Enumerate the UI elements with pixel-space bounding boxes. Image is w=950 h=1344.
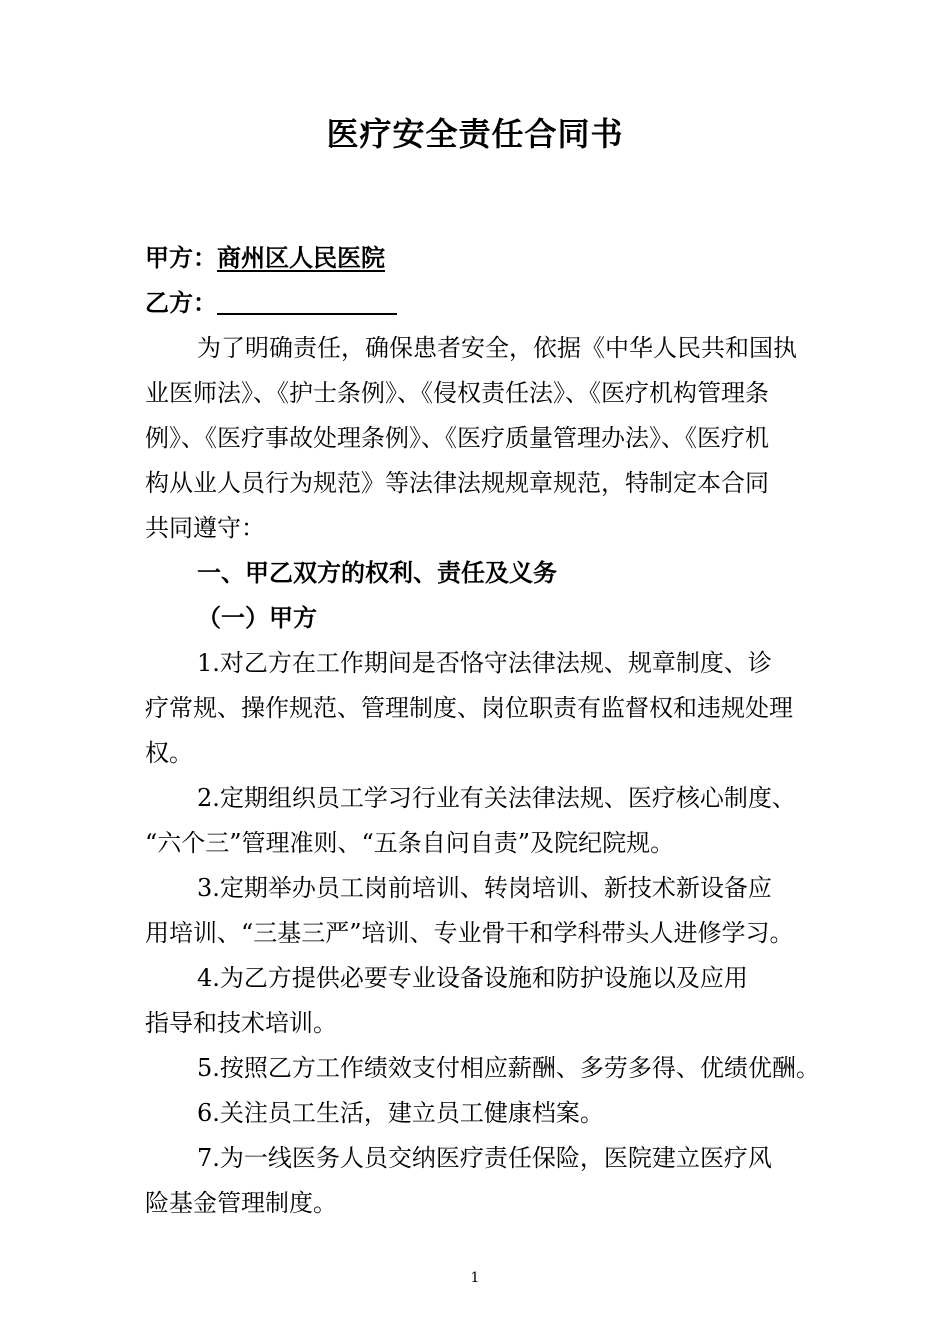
intro-line: 业医师法》、《护士条例》、《侵权责任法》、《医疗机构管理条 bbox=[145, 379, 769, 407]
list-item: 4.为乙方提供必要专业设备设施和防护设施以及应用 bbox=[197, 964, 748, 992]
intro-line: 共同遵守： bbox=[145, 514, 265, 542]
intro-line: 构从业人员行为规范》等法律法规规章规范，特制定本合同 bbox=[145, 469, 769, 497]
list-item: “六个三”管理准则、“五条自问自责”及院纪院规。 bbox=[145, 829, 675, 857]
subsection-heading: （一）甲方 bbox=[197, 603, 317, 632]
list-item: 3.定期举办员工岗前培训、转岗培训、新技术新设备应 bbox=[197, 874, 772, 902]
intro-line: 例》、《医疗事故处理条例》、《医疗质量管理办法》、《医疗机 bbox=[145, 424, 769, 452]
section-heading: 一、甲乙双方的权利、责任及义务 bbox=[197, 558, 557, 587]
party-b-label: 乙方： bbox=[145, 288, 217, 317]
list-item: 用培训、“三基三严”培训、专业骨干和学科带头人进修学习。 bbox=[145, 919, 794, 947]
party-b-line bbox=[145, 283, 397, 323]
list-item: 1.对乙方在工作期间是否恪守法律法规、规章制度、诊 bbox=[197, 649, 772, 677]
party-a-line bbox=[145, 238, 385, 278]
intro-line: 为了明确责任，确保患者安全，依据《中华人民共和国执 bbox=[197, 334, 797, 362]
list-item: 7.为一线医务人员交纳医疗责任保险，医院建立医疗风 bbox=[197, 1144, 772, 1172]
page-number: 1 bbox=[470, 1270, 480, 1286]
list-item: 疗常规、操作规范、管理制度、岗位职责有监督权和违规处理 bbox=[145, 694, 793, 722]
list-item: 2.定期组织员工学习行业有关法律法规、医疗核心制度、 bbox=[197, 784, 796, 812]
party-a-label: 甲方： bbox=[145, 243, 217, 272]
list-item: 险基金管理制度。 bbox=[145, 1189, 337, 1217]
list-item: 指导和技术培训。 bbox=[145, 1009, 337, 1037]
list-item: 6.关注员工生活，建立员工健康档案。 bbox=[197, 1099, 604, 1127]
party-b-blank bbox=[217, 287, 397, 315]
document-title: 医疗安全责任合同书 bbox=[326, 115, 624, 153]
list-item: 权。 bbox=[145, 739, 193, 767]
party-a-name: 商州区人民医院 bbox=[217, 243, 385, 272]
list-item: 5.按照乙方工作绩效支付相应薪酬、多劳多得、优绩优酬。 bbox=[197, 1054, 820, 1082]
